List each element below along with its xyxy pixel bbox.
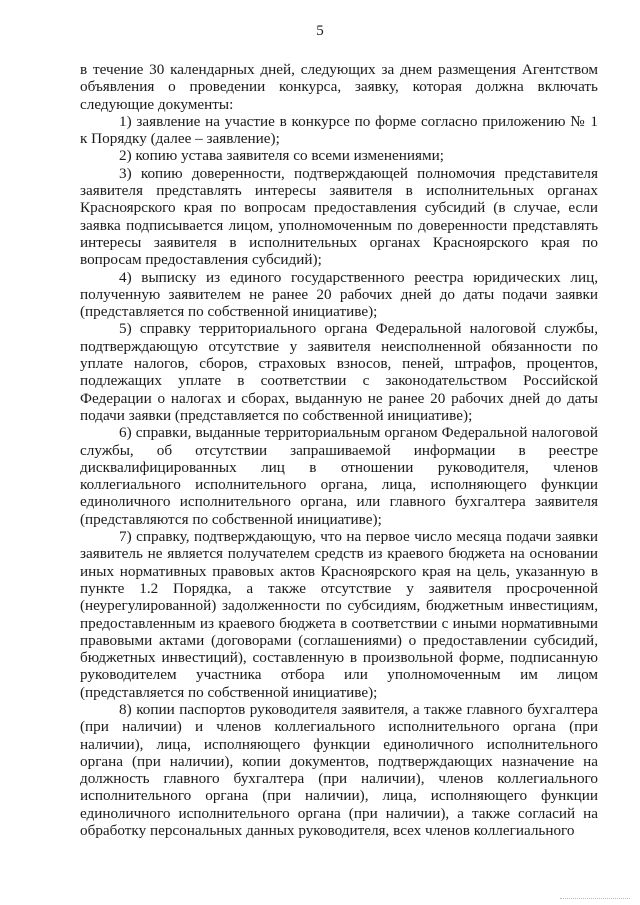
paragraph-intro-continuation: в течение 30 календарных дней, следующих за днем размещения Агентством объявления о проведении конкурса, заявку, которая должна включать следующие документы: [80,61,598,113]
list-item-7-budget-certificate: 7) справку, подтверждающую, что на первое число месяца подачи заявки заявитель не является получателем средств из краевого бюджета на основании иных нормативных правовых актов Красноярского края на цель, указанную в пункте 1.2 Порядка, а также отсутствие у заявителя просроченной (неурегулированной) задолженности по субсидиям, бюджетным инвестициям, предоставленным из краевого бюджета в соответствии с иными нормативными правовыми актами (договорами (соглашениями) о предоставлении субсидий, бюджетных инвестиций), составленную в произвольной форме, подписанную руководителем участника отбора или уполномоченным им лицом (представляется по собственной инициативе); [80,528,598,701]
list-item-6-disqualification-certificates: 6) справки, выданные территориальным органом Федеральной налоговой службы, об отсутствии запрашиваемой информации в реестре дисквалифицированных лиц в отношении руководителя, членов коллегиального исполнительного органа, лица, исполняющего функции единоличного исполнительного органа, или главного бухгалтера заявителя (представляются по собственной инициативе); [80,424,598,528]
list-item-1-application: 1) заявление на участие в конкурсе по форме согласно приложению № 1 к Порядку (далее – заявление); [80,112,598,148]
list-item-5-tax-certificate: 5) справку территориального органа Федеральной налоговой службы, подтверждающую отсутствие у заявителя неисполненной обязанности по уплате налогов, сборов, страховых взносов, пеней, штрафов, процентов, подлежащих уплате в соответствии с законодательством Российской Федерации о налогах и сборах, выданную не ранее 20 рабочих дней до даты подачи заявки (представляется по собственной инициативе); [80,320,598,424]
scan-artifact [560,898,630,901]
list-item-2-charter-copy: 2) копию устава заявителя со всеми изменениями; [119,147,444,165]
page-number: 5 [316,23,324,39]
list-item-8-passport-copies: 8) копии паспортов руководителя заявителя, а также главного бухгалтера (при наличии) и членов коллегиального исполнительного органа (при наличии), лица, исполняющего функции единоличного исполнительного органа (при наличии), копии документов, подтверждающих назначение на должность главного бухгалтера (при наличии), членов коллегиального исполнительного органа (при наличии), лица, исполняющего функции единоличного исполнительного органа (при наличии), а также согласий на обработку персональных данных руководителя, всех членов коллегиального [80,700,598,840]
document-body [80,61,598,839]
list-item-3-power-of-attorney: 3) копию доверенности, подтверждающей полномочия представителя заявителя представлять интересы заявителя в исполнительных органах Красноярского края по вопросам предоставления субсидий (в случае, если заявка подписывается лицом, уполномоченным по доверенности представлять интересы заявителя в исполнительных органах Красноярского края по вопросам предоставления субсидий); [80,164,598,269]
list-item-4-registry-extract: 4) выписку из единого государственного реестра юридических лиц, полученную заявителем не ранее 20 рабочих дней до даты подачи заявки (представляется по собственной инициативе); [80,268,598,321]
